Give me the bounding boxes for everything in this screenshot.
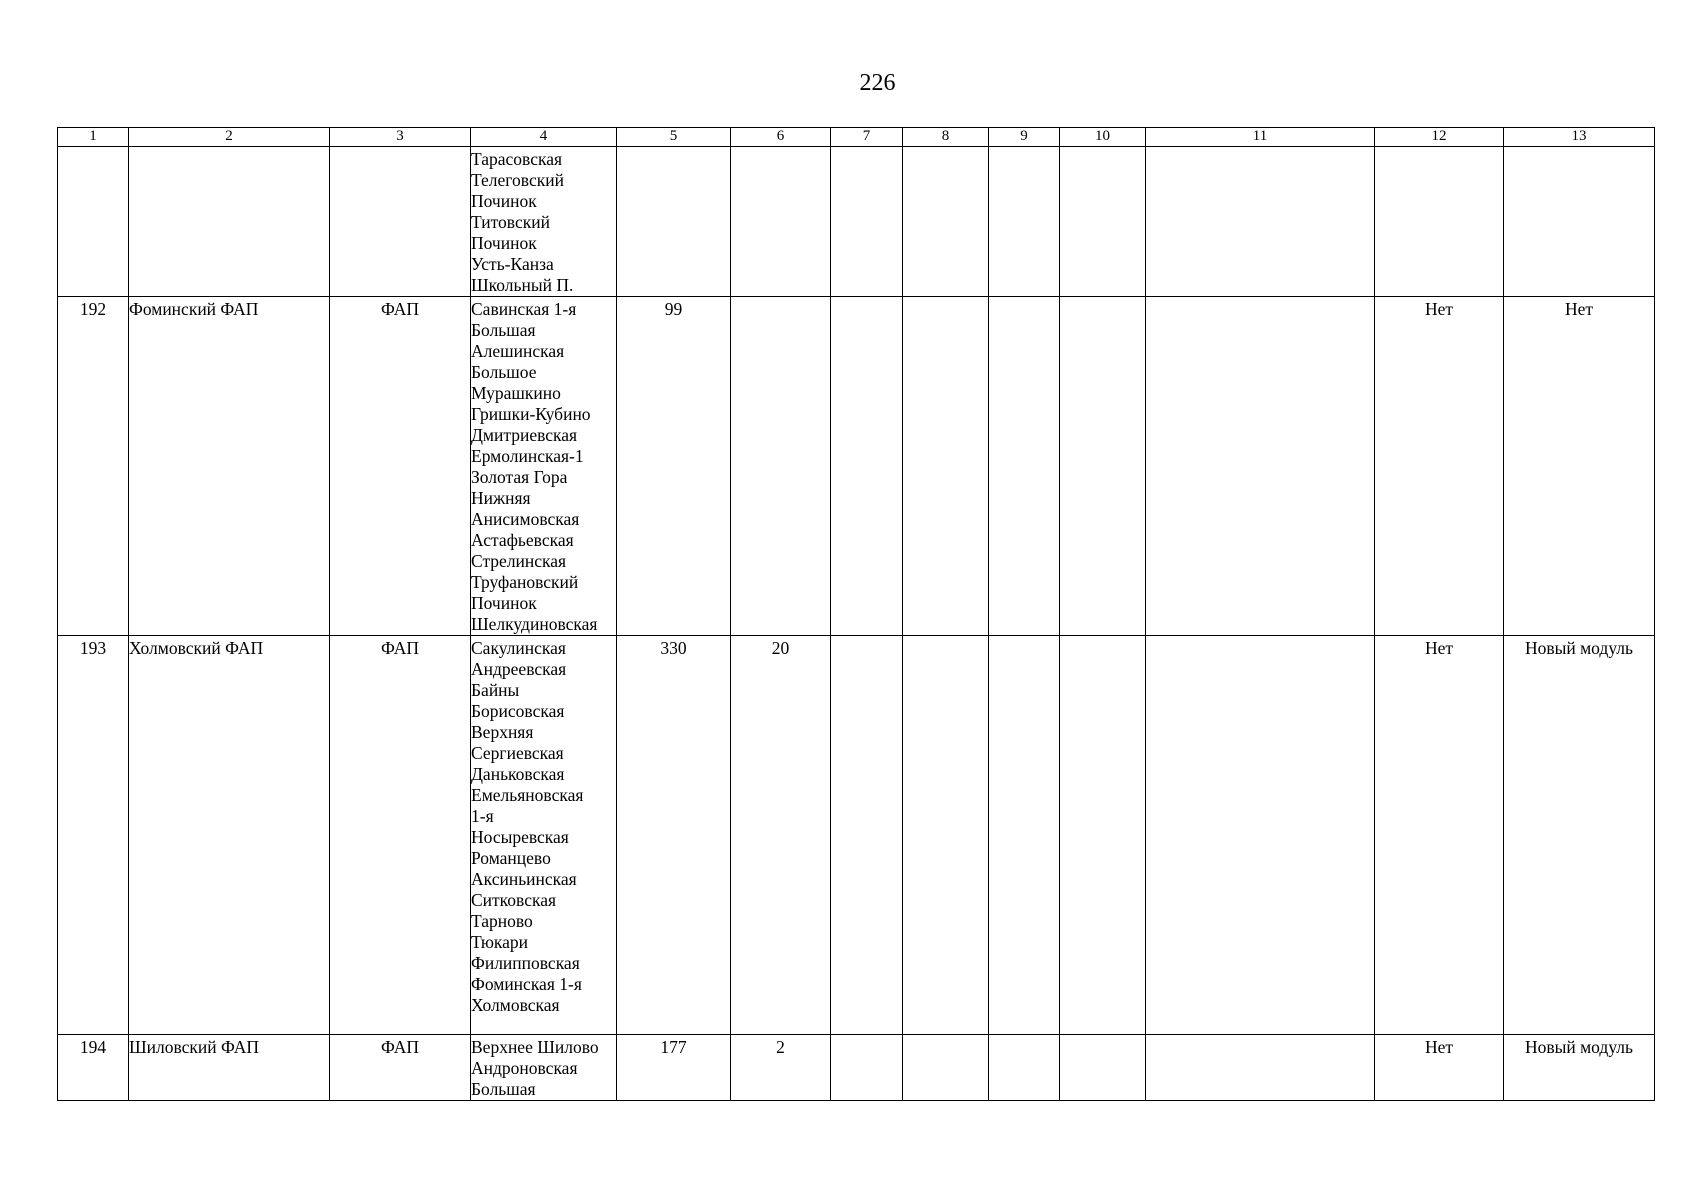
locality-name: Сакулинская: [471, 638, 566, 658]
column-12-cell: [1375, 147, 1504, 297]
localities-cell: [471, 636, 617, 1035]
locality-name: Починок: [471, 233, 537, 253]
column-header: 10: [1060, 128, 1146, 147]
locality-name: Шелкудиновская: [471, 614, 598, 634]
table-row: [58, 147, 1655, 297]
column-7-cell: [831, 636, 903, 1035]
locality-name: Школьный П.: [471, 275, 574, 295]
column-8-cell: [903, 1035, 989, 1101]
locality-name: Филипповская: [471, 953, 580, 973]
column-number-row: [58, 128, 1655, 147]
column-8-cell: [903, 147, 989, 297]
locality-name: Стрелинская: [471, 551, 567, 571]
locality-name: Верхнее Шилово: [471, 1037, 599, 1057]
column-9-cell: [989, 1035, 1060, 1101]
locality-name: Анисимовская: [471, 509, 580, 529]
column-11-cell: [1146, 147, 1375, 297]
column-10-cell: [1060, 147, 1146, 297]
locality-name: Нижняя: [471, 488, 531, 508]
localities-cell: [471, 297, 617, 636]
locality-name: Романцево: [471, 848, 551, 868]
column-header: 8: [903, 128, 989, 147]
locality-name: Даньковская: [471, 764, 565, 784]
column-11-cell: [1146, 297, 1375, 636]
column-9-cell: [989, 297, 1060, 636]
column-13-cell: Нет: [1504, 297, 1655, 636]
facility-name-cell: Шиловский ФАП: [129, 1035, 330, 1101]
column-7-cell: [831, 1035, 903, 1101]
column-header: 12: [1375, 128, 1504, 147]
facility-table: [57, 127, 1655, 1101]
locality-name: Большое: [471, 362, 537, 382]
facility-type-cell: ФАП: [330, 297, 471, 636]
locality-name: Астафьевская: [471, 530, 574, 550]
locality-name: Тарново: [471, 911, 533, 931]
localities-cell: [471, 147, 617, 297]
column-8-cell: [903, 636, 989, 1035]
column-12-cell: Нет: [1375, 636, 1504, 1035]
column-8-cell: [903, 297, 989, 636]
column-6-cell: [731, 297, 831, 636]
column-header: 3: [330, 128, 471, 147]
column-6-cell: 20: [731, 636, 831, 1035]
locality-name: Байны: [471, 680, 520, 700]
locality-name: Аксиньинская: [471, 869, 577, 889]
locality-name: Золотая Гора: [471, 467, 568, 487]
column-7-cell: [831, 297, 903, 636]
column-header: 4: [471, 128, 617, 147]
column-10-cell: [1060, 636, 1146, 1035]
column-13-cell: Новый модуль: [1504, 636, 1655, 1035]
locality-name: Большая: [471, 320, 536, 340]
locality-name: Титовский: [471, 212, 550, 232]
column-6-cell: 2: [731, 1035, 831, 1101]
column-header: 5: [617, 128, 731, 147]
locality-name: Андреевская: [471, 659, 567, 679]
locality-name: Фоминская 1-я: [471, 974, 582, 994]
page-number: 226: [859, 70, 896, 96]
locality-name: Гришки-Кубино: [471, 404, 591, 424]
locality-name: Алешинская: [471, 341, 565, 361]
facility-type-cell: ФАП: [330, 636, 471, 1035]
facility-name-cell: [129, 147, 330, 297]
column-12-cell: Нет: [1375, 1035, 1504, 1101]
locality-name: Тарасовская: [471, 149, 563, 169]
column-header: 6: [731, 128, 831, 147]
locality-name: Телеговский: [471, 170, 564, 190]
locality-name: Андроновская: [471, 1058, 578, 1078]
locality-name: Труфановский: [471, 572, 579, 592]
locality-name: Носыревская: [471, 827, 569, 847]
row-number-cell: 194: [58, 1035, 129, 1101]
locality-name: Тюкари: [471, 932, 529, 952]
locality-name: Сергиевская: [471, 743, 564, 763]
column-12-cell: Нет: [1375, 297, 1504, 636]
locality-name: 1-я: [471, 806, 494, 826]
population-cell: [617, 147, 731, 297]
column-header: 2: [129, 128, 330, 147]
locality-name: Ермолинская-1: [471, 446, 584, 466]
locality-name: Ситковская: [471, 890, 557, 910]
column-13-cell: [1504, 147, 1655, 297]
locality-name: Усть-Канза: [471, 254, 554, 274]
row-number-cell: 192: [58, 297, 129, 636]
column-10-cell: [1060, 297, 1146, 636]
locality-name: Починок: [471, 191, 537, 211]
table-row: [58, 636, 1655, 1035]
locality-name: Большая: [471, 1079, 536, 1099]
column-13-cell: Новый модуль: [1504, 1035, 1655, 1101]
locality-name: Холмовская: [471, 995, 560, 1015]
facility-type-cell: [330, 147, 471, 297]
locality-name: Савинская 1-я: [471, 299, 577, 319]
locality-name: Борисовская: [471, 701, 565, 721]
locality-name: Дмитриевская: [471, 425, 578, 445]
facility-name-cell: Холмовский ФАП: [129, 636, 330, 1035]
column-header: 9: [989, 128, 1060, 147]
column-header: 1: [58, 128, 129, 147]
population-cell: 177: [617, 1035, 731, 1101]
facility-type-cell: ФАП: [330, 1035, 471, 1101]
localities-cell: [471, 1035, 617, 1101]
locality-name: Верхняя: [471, 722, 534, 742]
column-header: 7: [831, 128, 903, 147]
row-number-cell: 193: [58, 636, 129, 1035]
locality-name: Емельяновская: [471, 785, 584, 805]
table-row: [58, 297, 1655, 636]
facility-name-cell: Фоминский ФАП: [129, 297, 330, 636]
locality-name: Мурашкино: [471, 383, 561, 403]
column-9-cell: [989, 636, 1060, 1035]
column-11-cell: [1146, 636, 1375, 1035]
population-cell: 99: [617, 297, 731, 636]
column-7-cell: [831, 147, 903, 297]
column-11-cell: [1146, 1035, 1375, 1101]
locality-name: Починок: [471, 593, 537, 613]
table-row: [58, 1035, 1655, 1101]
population-cell: 330: [617, 636, 731, 1035]
column-9-cell: [989, 147, 1060, 297]
column-10-cell: [1060, 1035, 1146, 1101]
column-6-cell: [731, 147, 831, 297]
row-number-cell: [58, 147, 129, 297]
column-header: 13: [1504, 128, 1655, 147]
column-header: 11: [1146, 128, 1375, 147]
